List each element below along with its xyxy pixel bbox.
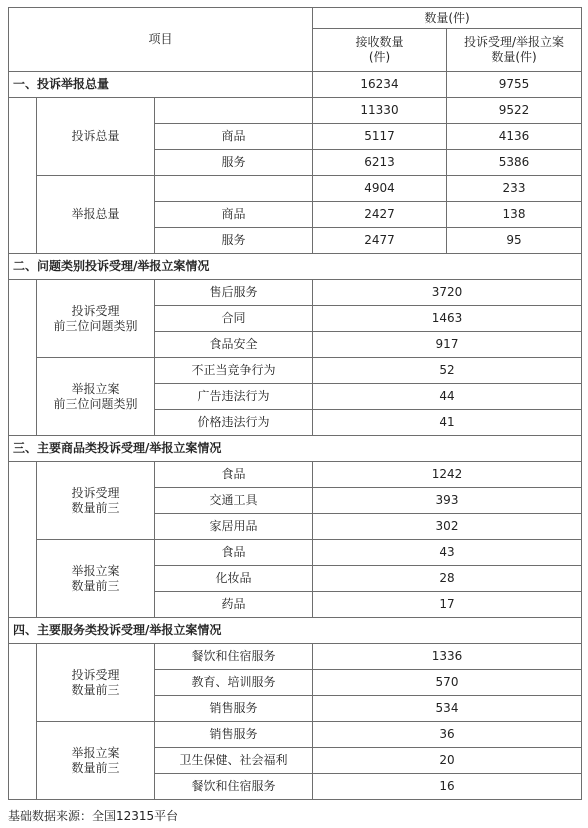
cell-received: 6213: [313, 150, 447, 176]
sub-label: 服务: [155, 150, 313, 176]
header-received-line1: 接收数量: [355, 35, 404, 49]
indent-cell: [9, 98, 37, 254]
group-label: [37, 644, 155, 722]
header-accepted: [447, 29, 582, 72]
group-label: [37, 462, 155, 540]
table-row: [9, 644, 582, 670]
table-row: [9, 540, 582, 566]
header-accepted-line2: 数量(件): [491, 50, 537, 64]
group-label: [37, 540, 155, 618]
sub-label: 服务: [155, 228, 313, 254]
item-name: 餐饮和住宿服务: [155, 644, 313, 670]
empty-cell: [155, 98, 313, 124]
item-name: 不正当竞争行为: [155, 358, 313, 384]
section-4-title: 四、主要服务类投诉受理/举报立案情况: [9, 618, 582, 644]
item-value: 1336: [313, 644, 582, 670]
section-4-row: [9, 618, 582, 644]
header-received-line2: (件): [368, 50, 391, 64]
item-name: 广告违法行为: [155, 384, 313, 410]
cell-received: 5117: [313, 124, 447, 150]
cell-accepted: 138: [447, 202, 582, 228]
item-value: 1463: [313, 306, 582, 332]
item-name: 教育、培训服务: [155, 670, 313, 696]
item-name: 餐饮和住宿服务: [155, 774, 313, 800]
header-quantity: 数量(件): [313, 8, 582, 29]
group-label: [37, 722, 155, 800]
section-1-row: [9, 72, 582, 98]
cell-accepted: 5386: [447, 150, 582, 176]
item-value: 41: [313, 410, 582, 436]
item-value: 917: [313, 332, 582, 358]
item-value: 393: [313, 488, 582, 514]
item-name: 化妆品: [155, 566, 313, 592]
item-value: 17: [313, 592, 582, 618]
table-row: [9, 462, 582, 488]
item-value: 1242: [313, 462, 582, 488]
item-value: 16: [313, 774, 582, 800]
group-label: [37, 280, 155, 358]
cell-accepted: 95: [447, 228, 582, 254]
item-name: 卫生保健、社会福利: [155, 748, 313, 774]
section-1-title: 一、投诉举报总量: [9, 72, 313, 98]
sub-label: 商品: [155, 124, 313, 150]
group-label-line1: 举报立案: [71, 745, 120, 760]
indent-cell: [9, 644, 37, 800]
group-label-line2: 数量前三: [71, 760, 120, 775]
cell-received: 11330: [313, 98, 447, 124]
data-source-footer: 基础数据来源：全国12315平台: [8, 809, 179, 823]
section-3-title: 三、主要商品类投诉受理/举报立案情况: [9, 436, 582, 462]
group-label-line2: 数量前三: [71, 500, 120, 515]
item-value: 3720: [313, 280, 582, 306]
item-value: 20: [313, 748, 582, 774]
item-name: 交通工具: [155, 488, 313, 514]
sub-label: 商品: [155, 202, 313, 228]
table-row: [9, 280, 582, 306]
cell-received: 2477: [313, 228, 447, 254]
item-value: 28: [313, 566, 582, 592]
item-name: 销售服务: [155, 696, 313, 722]
group-label-line2: 数量前三: [71, 578, 120, 593]
group-label-line2: 数量前三: [71, 682, 120, 697]
cell-received: 4904: [313, 176, 447, 202]
item-name: 食品: [155, 540, 313, 566]
section-2-row: [9, 254, 582, 280]
group-label-line1: 投诉受理: [71, 667, 120, 682]
header-row-1: [9, 8, 582, 29]
item-value: 44: [313, 384, 582, 410]
group-label-line1: 举报立案: [71, 381, 120, 396]
item-value: 43: [313, 540, 582, 566]
item-value: 534: [313, 696, 582, 722]
cell-accepted: 9522: [447, 98, 582, 124]
item-value: 302: [313, 514, 582, 540]
item-name: 食品: [155, 462, 313, 488]
table-row: [9, 722, 582, 748]
indent-cell: [9, 462, 37, 618]
group-label-line1: 投诉受理: [71, 303, 120, 318]
cell-received: 2427: [313, 202, 447, 228]
header-accepted-line1: 投诉受理/举报立案: [463, 35, 565, 49]
group-label-line2: 前三位问题类别: [53, 318, 138, 333]
item-name: 药品: [155, 592, 313, 618]
header-received: [313, 29, 447, 72]
item-value: 52: [313, 358, 582, 384]
table-row: [9, 98, 582, 124]
item-value: 570: [313, 670, 582, 696]
item-name: 售后服务: [155, 280, 313, 306]
statistics-table: [8, 7, 582, 800]
group-label: [37, 358, 155, 436]
table-row: [9, 358, 582, 384]
group-label-line1: 投诉受理: [71, 485, 120, 500]
complaint-total-label: 投诉总量: [37, 98, 155, 176]
group-label-line1: 举报立案: [71, 563, 120, 578]
item-name: 销售服务: [155, 722, 313, 748]
item-name: 价格违法行为: [155, 410, 313, 436]
indent-cell: [9, 280, 37, 436]
item-name: 食品安全: [155, 332, 313, 358]
item-value: 36: [313, 722, 582, 748]
cell-accepted: 9755: [447, 72, 582, 98]
cell-accepted: 233: [447, 176, 582, 202]
empty-cell: [155, 176, 313, 202]
section-2-title: 二、问题类别投诉受理/举报立案情况: [9, 254, 582, 280]
group-label-line2: 前三位问题类别: [53, 396, 138, 411]
cell-accepted: 4136: [447, 124, 582, 150]
header-item: 项目: [9, 8, 313, 72]
table-row: [9, 176, 582, 202]
cell-received: 16234: [313, 72, 447, 98]
item-name: 家居用品: [155, 514, 313, 540]
section-3-row: [9, 436, 582, 462]
report-total-label: 举报总量: [37, 176, 155, 254]
item-name: 合同: [155, 306, 313, 332]
